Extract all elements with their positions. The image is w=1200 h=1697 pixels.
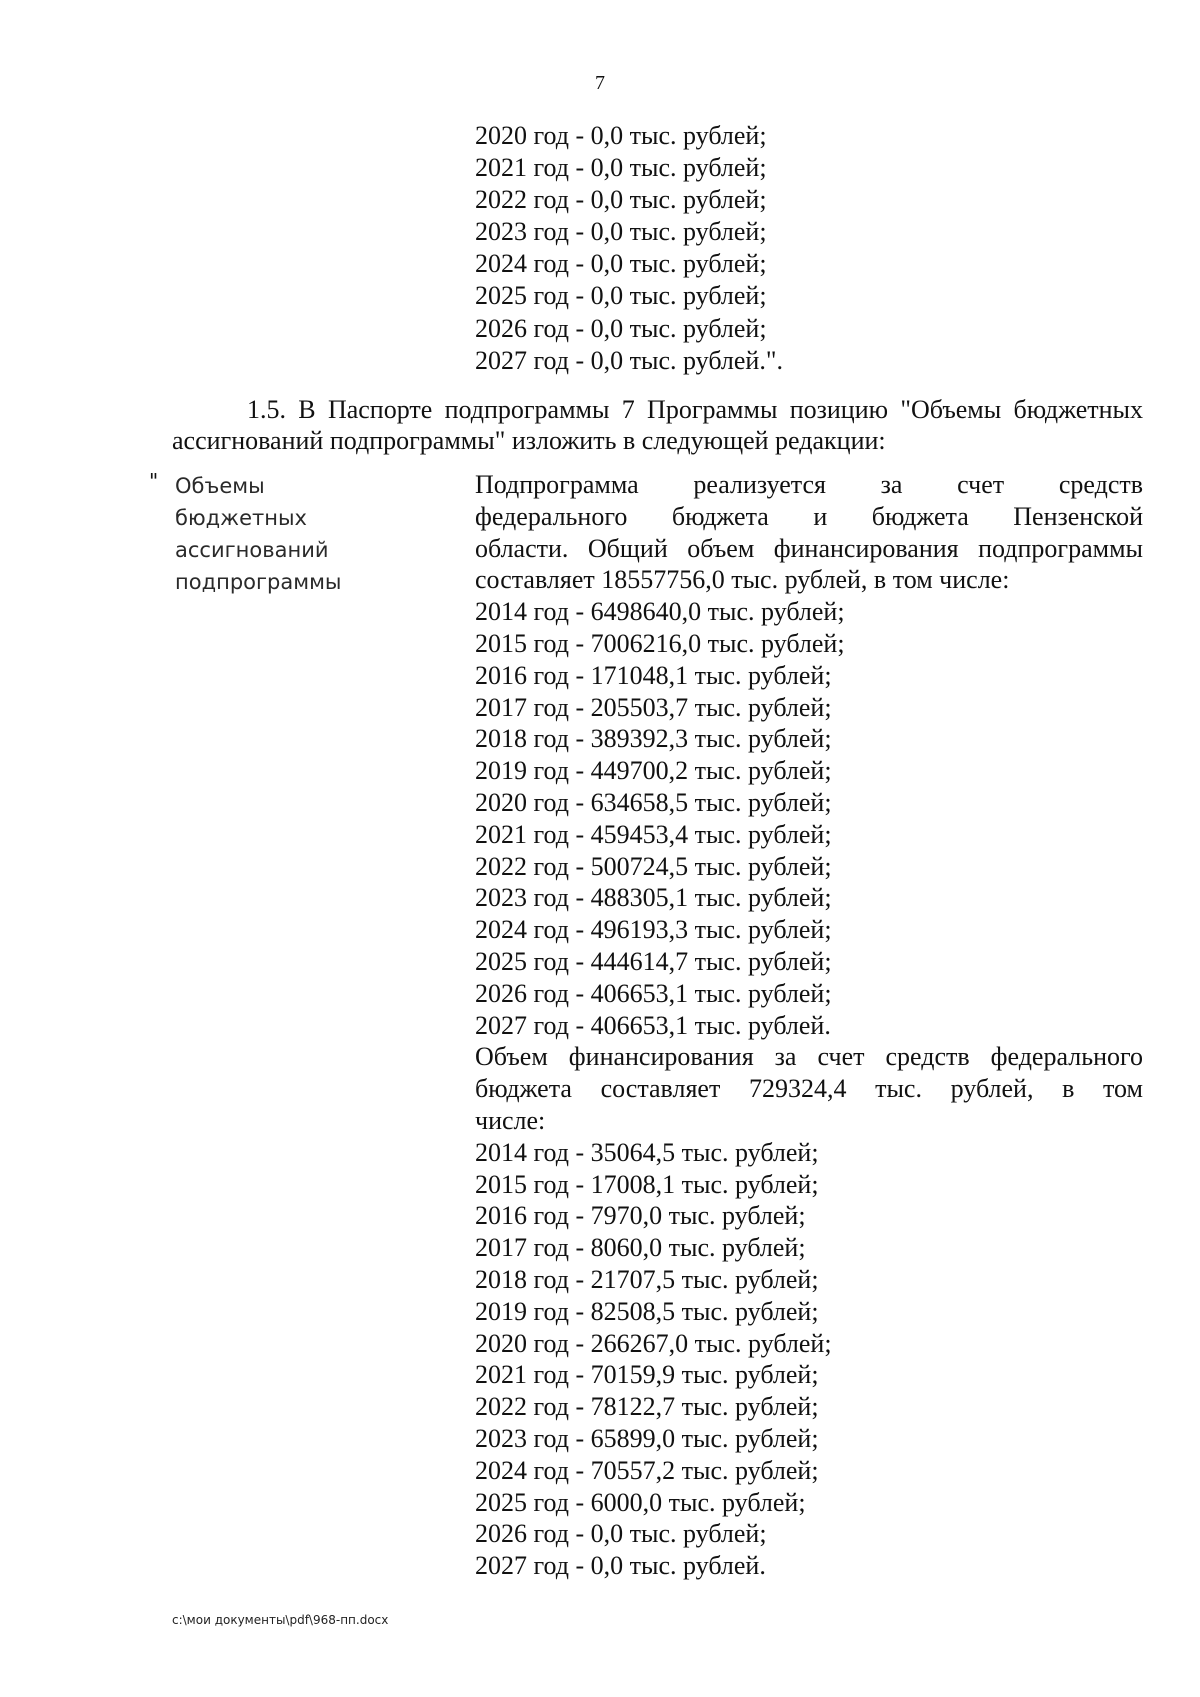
table-right-cell: [475, 469, 1143, 1582]
federal-year-line: 2025 год - 6000,0 тыс. рублей;: [475, 1487, 806, 1517]
total-year-line: 2026 год - 406653,1 тыс. рублей;: [475, 978, 832, 1008]
total-year-line: 2019 год - 449700,2 тыс. рублей;: [475, 756, 832, 786]
federal-line: числе:: [475, 1105, 546, 1135]
federal-year-line: 2015 год - 17008,1 тыс. рублей;: [475, 1169, 819, 1199]
federal-year-line: 2022 год - 78122,7 тыс. рублей;: [475, 1392, 819, 1422]
opening-quote-mark: ": [149, 469, 159, 493]
federal-year-line: 2021 год - 70159,9 тыс. рублей;: [475, 1360, 819, 1390]
federal-year-line: 2017 год - 8060,0 тыс. рублей;: [475, 1233, 806, 1263]
list-item: 2021 год - 0,0 тыс. рублей;: [475, 153, 767, 183]
list-item: 2027 год - 0,0 тыс. рублей.".: [475, 345, 783, 375]
federal-year-line: 2014 год - 35064,5 тыс. рублей;: [475, 1137, 819, 1167]
total-year-line: 2018 год - 389392,3 тыс. рублей;: [475, 724, 832, 754]
intro-line: составляет 18557756,0 тыс. рублей, в том числе:: [475, 565, 1010, 595]
total-year-line: 2024 год - 496193,3 тыс. рублей;: [475, 915, 832, 945]
footer-file-path: c:\мои документы\pdf\968-пп.docx: [172, 1613, 389, 1627]
left-cell-line: ассигнований: [175, 538, 329, 562]
list-item: 2023 год - 0,0 тыс. рублей;: [475, 217, 767, 247]
federal-year-line: 2019 год - 82508,5 тыс. рублей;: [475, 1296, 819, 1326]
paragraph-line: 1.5. В Паспорте подпрограммы 7 Программы позицию "Объемы бюджетных: [247, 395, 1143, 424]
total-year-line: 2027 год - 406653,1 тыс. рублей.: [475, 1010, 831, 1040]
intro-line: области. Общий объем финансирования подпрограммы: [475, 533, 1143, 563]
total-year-line: 2015 год - 7006216,0 тыс. рублей;: [475, 628, 845, 658]
federal-year-line: 2018 год - 21707,5 тыс. рублей;: [475, 1264, 819, 1294]
total-year-line: 2016 год - 171048,1 тыс. рублей;: [475, 660, 832, 690]
federal-year-line: 2020 год - 266267,0 тыс. рублей;: [475, 1328, 832, 1358]
page-number: 7: [595, 72, 605, 94]
list-item: 2022 год - 0,0 тыс. рублей;: [475, 185, 767, 215]
federal-year-line: 2016 год - 7970,0 тыс. рублей;: [475, 1201, 806, 1231]
paragraph-line: ассигнований подпрограммы" изложить в следующей редакции:: [172, 426, 886, 455]
list-item: 2020 год - 0,0 тыс. рублей;: [475, 121, 767, 150]
total-year-line: 2020 год - 634658,5 тыс. рублей;: [475, 787, 832, 817]
list-item: 2025 год - 0,0 тыс. рублей;: [475, 281, 767, 311]
federal-year-line: 2027 год - 0,0 тыс. рублей.: [475, 1551, 766, 1581]
total-year-line: 2014 год - 6498640,0 тыс. рублей;: [475, 597, 845, 627]
list-item: 2024 год - 0,0 тыс. рублей;: [475, 249, 767, 279]
federal-year-line: 2026 год - 0,0 тыс. рублей;: [475, 1519, 767, 1549]
left-cell-line: подпрограммы: [175, 570, 342, 594]
intro-line: Подпрограмма реализуется за счет средств: [475, 470, 1143, 499]
total-year-line: 2021 год - 459453,4 тыс. рублей;: [475, 819, 832, 849]
total-year-line: 2022 год - 500724,5 тыс. рублей;: [475, 851, 832, 881]
total-year-line: 2025 год - 444614,7 тыс. рублей;: [475, 946, 832, 976]
federal-line: Объем финансирования за счет средств федерального: [475, 1042, 1143, 1072]
previous-funding-list: [475, 120, 783, 377]
amendment-paragraph: [172, 394, 1143, 456]
federal-line: бюджета составляет 729324,4 тыс. рублей, в том: [475, 1074, 1143, 1104]
table-left-cell: [175, 470, 395, 598]
total-year-line: 2023 год - 488305,1 тыс. рублей;: [475, 883, 832, 913]
total-year-line: 2017 год - 205503,7 тыс. рублей;: [475, 692, 832, 722]
list-item: 2026 год - 0,0 тыс. рублей;: [475, 313, 767, 343]
left-cell-line: бюджетных: [175, 506, 307, 530]
federal-year-line: 2023 год - 65899,0 тыс. рублей;: [475, 1423, 819, 1453]
intro-line: федерального бюджета и бюджета Пензенской: [475, 501, 1143, 531]
left-cell-line: Объемы: [175, 474, 265, 498]
federal-year-line: 2024 год - 70557,2 тыс. рублей;: [475, 1455, 819, 1485]
